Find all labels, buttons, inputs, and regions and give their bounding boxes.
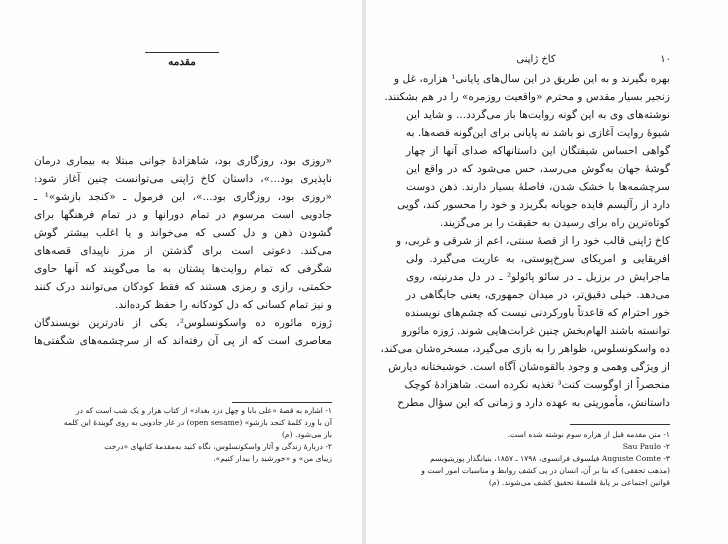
body-line: ده واسکونسلوس، ظواهر را به بازی می‌گیرد، مسخره‌شان می‌کند، <box>380 343 670 355</box>
body-line: گشودن ذهن و دل کسی که می‌خواند و یا اغلب بیشتر گوش <box>34 227 332 239</box>
body-line: و نیز تمام کسانی که دل کودکانه را حفظ کرده‌اند. <box>114 299 332 311</box>
body-line: گوشهٔ جهان به‌گوش می‌رسد، حس می‌شود که در واقع این <box>406 163 670 175</box>
body-line: می‌دهد. خیلی دقیق‌تر، در میدان جمهوری، یعنی جایگاهی در <box>406 289 670 301</box>
footnote-line: باز می‌شود. (م) <box>281 430 332 439</box>
body-line: بهره بگیرند و به این طریق در این سال‌های پایانی¹ هزاره، غل و <box>394 73 670 85</box>
body-line: توانسته باشند الهام‌بخش چنین غرابت‌هایی شوند. ژوزه مائورو <box>401 325 670 337</box>
footnote-line: ۱- اشاره به قصهٔ «علی بابا و چهل دزد بغداد» از کتاب هزار و یک شب است که در <box>75 406 332 415</box>
body-line: زنجیر بسیار مقدس و محترم «واقعیت روزمره» را در هم بشکنند. <box>384 91 670 103</box>
body-line: از ویژگی وهمی و وجود بالقوه‌شان آگاه است. خوشبختانه دیارش <box>388 361 670 373</box>
footnote-separator <box>570 424 670 425</box>
body-line: شیوهٔ روایت آغازی نو باشد نه پایانی برای این‌گونه قصه‌ها. به <box>405 127 670 139</box>
body-line: «روزی بود، روزگاری بود، شاهزادهٔ جوانی مبتلا به بیماری درمان <box>34 155 332 167</box>
body-line: کوتاه‌ترین راه برای رسیدن به حقیقت را بر می‌گزیند. <box>440 217 670 229</box>
body-line: ماجرایش در برزیل ـ در سائو پائولو² ـ در دل مدرنیته، روی <box>406 271 670 283</box>
body-line: شگرفی که تمام روایت‌ها پشتان به ما می‌گویند که آنها حاوی <box>34 263 332 275</box>
footnote-line: Sau Paulo -۲ <box>622 442 670 451</box>
footnote-line: زیبای من» و «خورشید را بیدار کنیم». <box>213 454 332 463</box>
body-line: گواهی احساس شیفتگان این داستانهاکه صدای آنها از چهار <box>406 145 670 157</box>
body-line: کاخ ژاپنی قالب خود را از قصهٔ سنتی، اعم از شرقی و غربی، و <box>396 235 670 247</box>
body-line: خور احترام که قاعدتاً باورکردنی نیست که چشم‌های نویسنده <box>405 307 670 319</box>
footnote-line: ۲- دربارهٔ زندگی و آثار واسکونسلوس، نگاه کنید به‌مقدمهٔ کتابهای «درخت <box>104 442 332 451</box>
body-line: نوشته‌های وی به این گونه روایت‌ها باز می‌گردد... و شاید این <box>406 109 670 121</box>
footnote-separator <box>232 402 332 403</box>
body-line: جادویی است مرسوم در تمام دورانها و در تمام فرهنگها برای <box>34 209 332 221</box>
body-line: ناپذیری بود...»، داستان کاخ ژاپنی می‌توانست چنین آغاز شود: <box>34 173 332 185</box>
body-line: حکمتی، رازی و رمزی هستند که فقط کودکان می‌توانند درک کنند <box>34 281 332 293</box>
chapter-title: مقدمه <box>168 56 196 68</box>
body-line: معاصری است که از پی آن رفته‌اند که از سرچشمه‌های شگفتی‌ها <box>34 335 332 347</box>
chapter-title-rule <box>145 52 219 53</box>
body-line: دارد از رآلیسم فایده جویانه بگریزد و خود را محسور کند، گویی <box>397 199 670 211</box>
body-line: داستانش، مأموریتی به عهده دارد و زمانی که این سؤال مطرح <box>397 397 670 409</box>
page-number: ۱۰ <box>660 54 671 65</box>
running-head: کاخ ژاپنی <box>516 54 556 65</box>
body-line: ژوزه مائوره ده واسکونسلوس²، یکی از نادرترین نویسندگان <box>34 317 333 329</box>
footnote-line: Auguste Comte -۳ فیلسوف فرانسوی، ۱۷۹۸ ـ ۱۸۵۷، بنیانگذار پوزیتیویسم <box>430 454 670 463</box>
body-line: می‌کند. دعوتی است برای گذشتن از مرز ناپیدای قصه‌های <box>34 245 332 257</box>
left-page <box>0 0 362 544</box>
body-line: «روزی بود، روزگاری بود...»، این فرمول ـ «کنجد بازشو»¹ ـ <box>34 191 332 203</box>
body-line: افریقایی و امریکای سرخ‌پوستی، به عاریت می‌گیرد. ولی <box>406 253 670 265</box>
body-line: سرچشمه‌ها با خشک شدن، فاصلهٔ بسیار دارند. ذهن دوست <box>406 181 670 193</box>
footnote-line: قوانین اجتماعی بر پایهٔ فلسفهٔ تحقیق کشف می‌شوند. (م) <box>488 478 670 487</box>
body-line: منحصراً از اوگوست کنت³ تغذیه نکرده است. شاهزادهٔ کوچک <box>404 379 670 391</box>
footnote-line: ۱- متن مقدمه قبل از هزاره سوم نوشته شده است. <box>507 430 670 439</box>
right-page <box>366 0 728 544</box>
footnote-line: آن با ورد کلمهٔ کنجد بازشو» (open sesame) در غار جادویی به روی گویندهٔ این کلمه <box>63 418 332 427</box>
footnote-line: (مذهب تحققی) که بنا بر آن، انسان در پی کشف روابط و مناسبات امور است و <box>421 466 670 475</box>
